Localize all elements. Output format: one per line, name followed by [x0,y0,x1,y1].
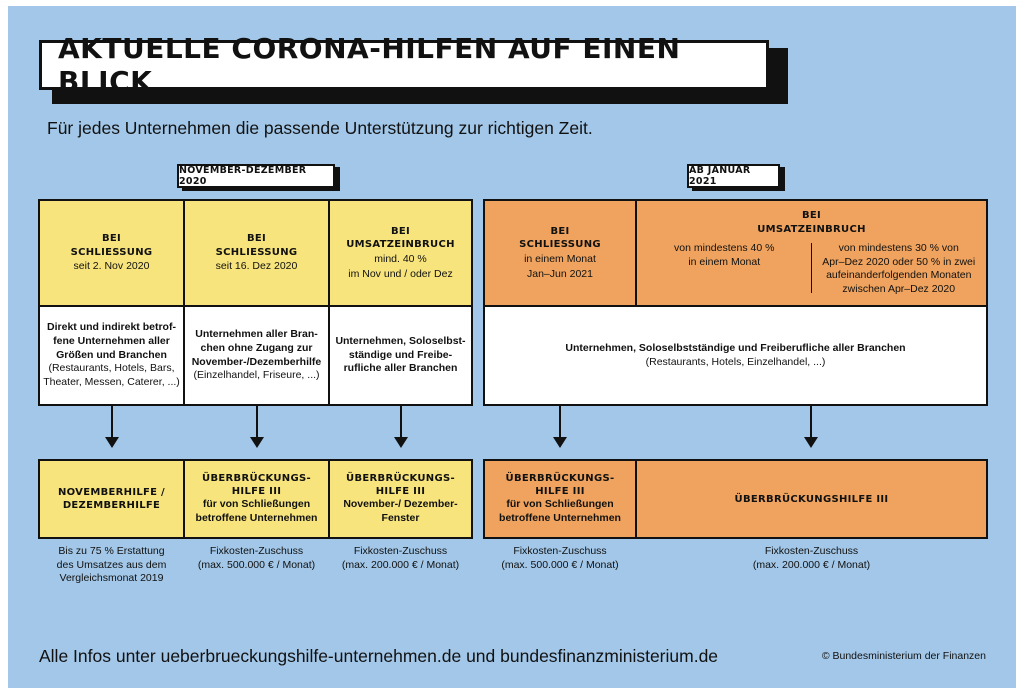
condition-detail: Apr–Dez 2020 oder 50 % in zwei [822,255,976,268]
eligibility-closure-dec [183,305,330,406]
condition-detail: zwischen Apr–Dez 2020 [842,282,956,295]
period-label-2021: AB JANUAR 2021 [687,164,780,188]
condition-heading: BEI [101,233,122,245]
arrow-down-icon [400,406,402,446]
note-line: Vergleichsmonat 2019 [59,572,164,585]
eligibility-text: Unternehmen, Soloselbst- [335,335,466,348]
note-line: Fixkosten-Zuschuss [209,545,304,557]
eligibility-revenue-drop-2020 [328,305,473,406]
eligibility-examples: Theater, Messen, Caterer, ...) [43,375,180,388]
eligibility-text: rufliche aller Branchen [343,362,458,375]
note-line: des Umsatzes aus dem [56,558,167,571]
result-detail: für von Schließungen [506,498,614,511]
arrow-down-icon [111,406,113,446]
note-bridging-aid-closure-2021 [483,545,637,572]
eligibility-examples: (Restaurants, Hotels, Bars, [48,362,175,375]
condition-heading: UMSATZEINBRUCH [346,239,455,251]
condition-heading: BEI [801,210,822,221]
result-novemberhilfe [38,459,185,539]
condition-detail: in einem Monat [524,252,596,265]
copyright: © Bundesministerium der Finanzen [821,650,986,662]
eligibility-nov-dec-help [38,305,185,406]
condition-detail: seit 16. Dez 2020 [215,260,298,273]
condition-closure-nov [38,199,185,307]
note-line: Fixkosten-Zuschuss [353,545,448,557]
eligibility-text: Direkt und indirekt betrof- [47,321,176,334]
condition-heading: SCHLIESSUNG [70,246,153,258]
condition-closure-dec [183,199,330,307]
eligibility-text: Unternehmen aller Bran- [195,328,318,341]
condition-revenue-drop-2020 [328,199,473,307]
result-heading: NOVEMBERHILFE / [57,487,166,498]
result-heading: ÜBERBRÜCKUNGSHILFE III [734,493,889,505]
result-detail: betroffene Unternehmen [195,512,318,524]
result-heading: HILFE III [535,486,585,498]
condition-heading: SCHLIESSUNG [519,239,601,251]
condition-heading: UMSATZEINBRUCH [757,223,866,235]
period-label-2020: NOVEMBER-DEZEMBER 2020 [177,164,335,188]
note-line: (max. 200.000 € / Monat) [341,558,460,571]
result-heading: DEZEMBERHILFE [62,500,161,511]
eligibility-text: Unternehmen, Soloselbstständige und Freiberufliche aller Branchen [565,341,906,354]
condition-heading: BEI [246,233,267,245]
result-bridging-aid-window [328,459,473,539]
note-line: (max. 200.000 € / Monat) [752,558,871,571]
page-subtitle: Für jedes Unternehmen die passende Unterstützung zur richtigen Zeit. [47,118,593,138]
condition-detail: Jan–Jun 2021 [527,267,593,280]
result-bridging-aid-closure-2021 [483,459,637,539]
result-detail: für von Schließungen [202,498,311,511]
condition-detail: von mindestens 30 % von [838,242,959,254]
result-heading: ÜBERBRÜCKUNGS- [505,473,615,485]
note-line: (max. 500.000 € / Monat) [197,558,316,571]
page-title: AKTUELLE CORONA-HILFEN AUF EINEN BLICK [39,40,769,90]
condition-detail: mind. 40 % [374,252,427,265]
note-line: Bis zu 75 % Erstattung [58,545,165,557]
revenue-drop-option-period [812,242,987,297]
condition-detail: aufeinanderfolgenden Monaten [826,269,972,282]
condition-detail: seit 2. Nov 2020 [73,260,150,273]
arrow-down-icon [559,406,561,446]
note-bridging-aid-window [328,545,473,572]
condition-heading: SCHLIESSUNG [215,246,298,258]
eligibility-examples: (Einzelhandel, Friseure, ...) [193,369,320,382]
result-heading: ÜBERBRÜCKUNGS- [346,473,455,485]
eligibility-text: chen ohne Zugang zur [200,341,313,354]
eligibility-text: November-/Dezemberhilfe [191,355,322,368]
result-heading: HILFE III [231,486,282,498]
condition-detail: von mindestens 40 % [674,242,775,254]
note-nov-dec-help [38,545,185,586]
option-divider [811,243,812,293]
condition-detail: in einem Monat [688,255,761,268]
footer-info-links: Alle Infos unter ueberbrueckungshilfe-unternehmen.de und bundesfinanzministerium.de [39,646,719,666]
condition-closure-2021 [483,199,637,307]
result-bridging-aid-closure [183,459,330,539]
condition-detail: im Nov und / oder Dez [348,267,453,280]
arrow-down-icon [256,406,258,446]
result-heading: HILFE III [375,486,426,498]
result-heading: ÜBERBRÜCKUNGS- [202,473,311,485]
condition-heading: BEI [390,225,411,237]
arrow-down-icon [810,406,812,446]
note-bridging-aid-closure [183,545,330,572]
result-detail: November-/ Dezember- [343,498,458,511]
note-line: Fixkosten-Zuschuss [764,545,859,557]
note-line: (max. 500.000 € / Monat) [501,558,619,571]
result-bridging-aid-2021 [635,459,988,539]
eligibility-examples: (Restaurants, Hotels, Einzelhandel, ...) [645,355,826,368]
condition-heading: BEI [550,225,570,237]
eligibility-text: Größen und Branchen [56,348,167,361]
result-detail: betroffene Unternehmen [499,512,621,524]
note-line: Fixkosten-Zuschuss [513,545,607,557]
revenue-drop-option-monthly [637,242,812,297]
eligibility-text: ständige und Freibe- [348,348,453,361]
result-detail: Fenster [381,512,420,524]
eligibility-text: fene Unternehmen aller [53,335,170,348]
eligibility-2021 [483,305,988,406]
note-bridging-aid-2021 [635,545,988,572]
